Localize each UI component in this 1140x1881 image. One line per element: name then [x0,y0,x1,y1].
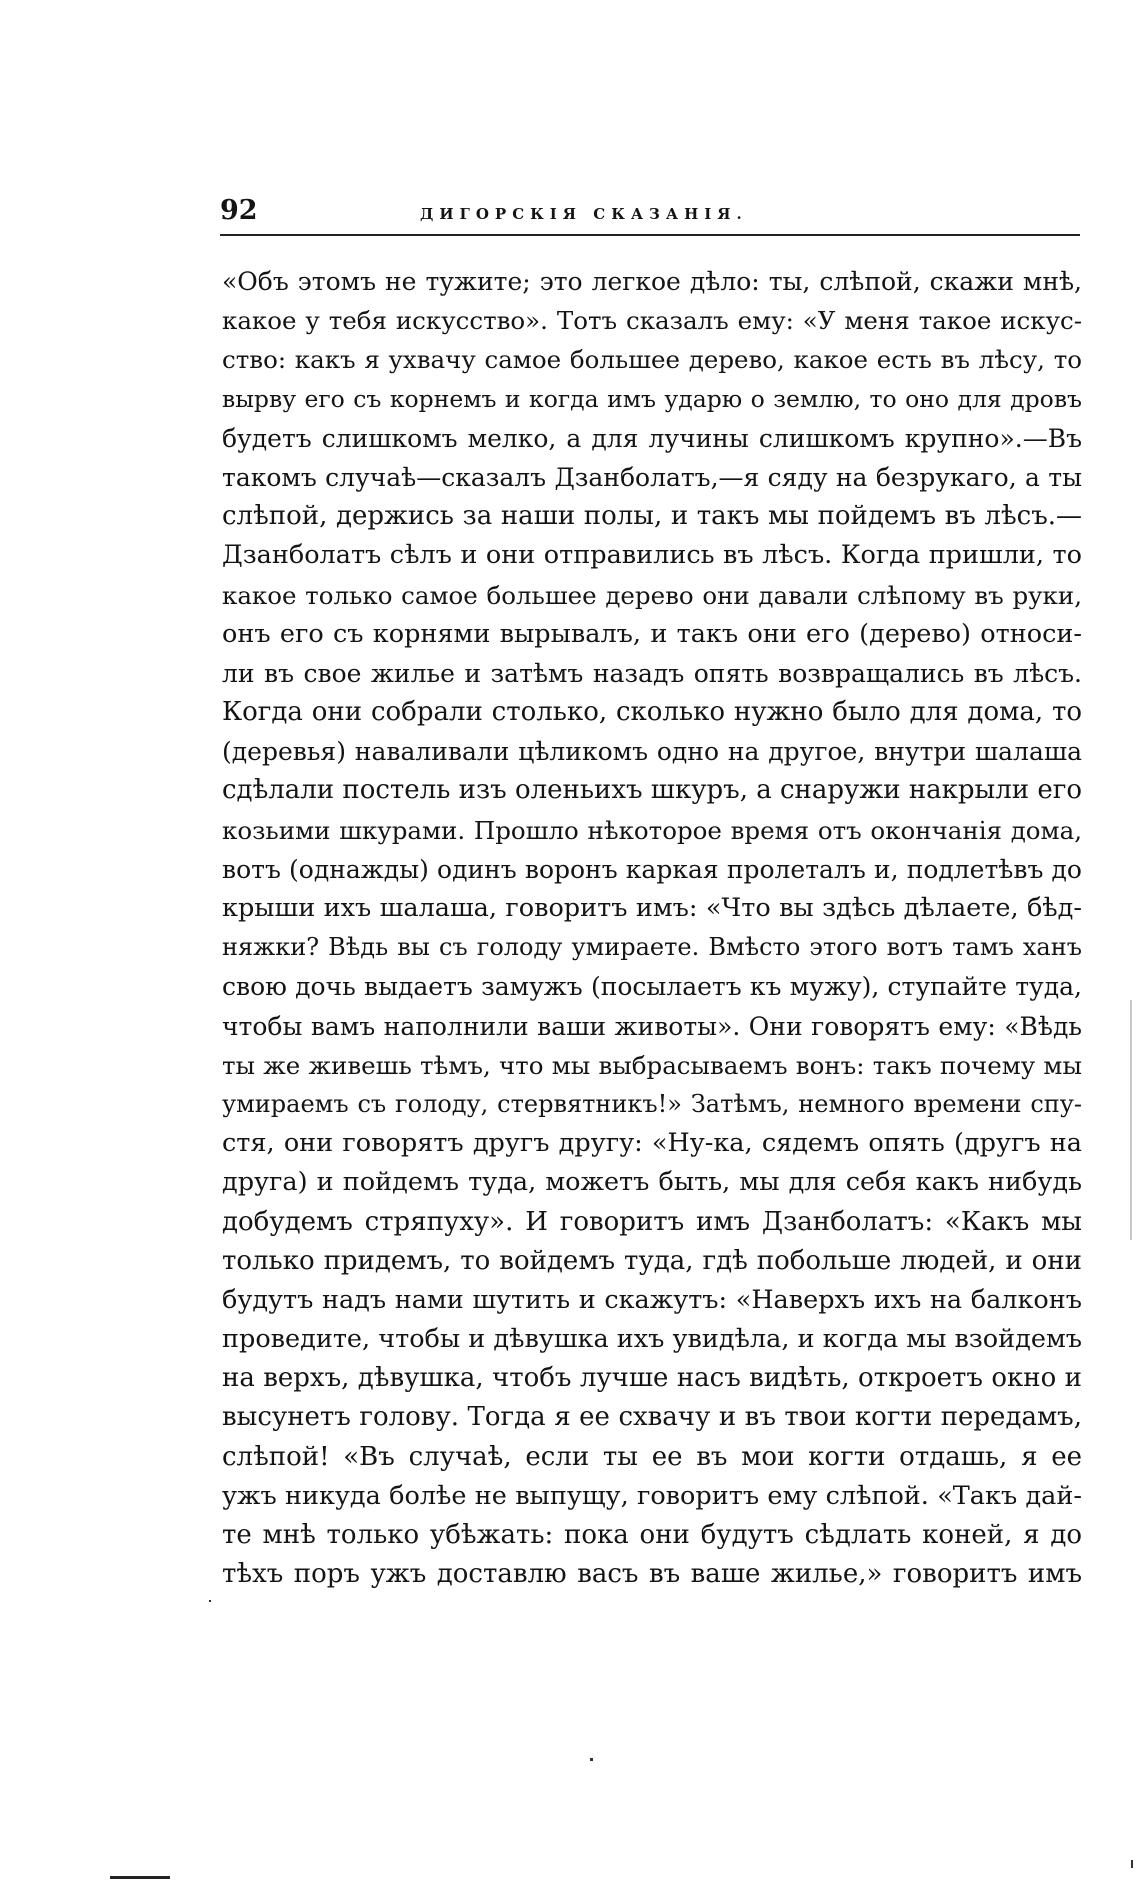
text-line: высунетъ голову. Тогда я ее схвачу и въ твои когти передамъ, [222,1402,1082,1433]
text-line: козьими шкурами. Прошло нѣкоторое время отъ окончанія дома, [222,815,1082,845]
text-line: крыши ихъ шалаша, говоритъ имъ: «Что вы здѣсь дѣлаете, бѣд- [222,893,1082,923]
text-line: какое только самое большее дерево они давали слѣпому въ руки, [222,580,1082,610]
text-line: такомъ случаѣ—сказалъ Дзанболатъ,—я сяду на безрукаго, а ты [222,462,1082,492]
text-line: ли въ свое жилье и затѣмъ назадъ опять возвращались въ лѣсъ. [222,658,1082,688]
running-title: ДИГОРСКІЯ СКАЗАНІЯ. [420,205,748,223]
text-line: свою дочь выдаетъ замужъ (посылаетъ къ мужу), ступайте туда, [222,972,1082,1002]
text-line: вотъ (однажды) одинъ воронъ каркая пролеталъ и, подлетѣвъ до [222,854,1082,884]
text-line: сдѣлали постель изъ оленьихъ шкуръ, а снаружи накрыли его [222,775,1082,806]
scan-speck [1131,1860,1133,1868]
text-line: слѣпой, держись за наши полы, и такъ мы пойдемъ въ лѣсъ.— [222,501,1082,532]
text-line: те мнѣ только убѣжать: пока они будутъ сѣдлать коней, я до [222,1520,1082,1550]
text-line: добудемъ стряпуху». И говоритъ имъ Дзанболатъ: «Какъ мы [222,1206,1082,1237]
text-line: ужъ никуда болѣе не выпущу, говоритъ ему слѣпой. «Такъ дай- [222,1480,1082,1511]
text-line: только придемъ, то войдемъ туда, гдѣ побольше людей, и они [222,1245,1082,1276]
text-line: умираемъ съ голоду, стервятникъ!» Затѣмъ, немного времени спу- [222,1089,1082,1118]
scan-speck [209,1600,211,1602]
text-line: будетъ слишкомъ мелко, а для лучины слишкомъ крупно».—Въ [222,423,1082,453]
text-line: стя, они говорятъ другъ другу: «Ну-ка, сядемъ опять (другъ на [222,1128,1082,1159]
text-line: «Объ этомъ не тужите; это легкое дѣло: ты, слѣпой, скажи мнѣ, [222,267,1082,296]
text-line: ты же живешь тѣмъ, что мы выбрасываемъ вонъ: такъ почему мы [222,1050,1082,1080]
text-line: слѣпой! «Въ случаѣ, если ты ее въ мои когти отдашь, я ее [222,1441,1082,1472]
text-line: чтобы вамъ наполнили ваши животы». Они говорятъ ему: «Вѣдь [222,1011,1082,1041]
text-line: будутъ надъ нами шутить и скажутъ: «Наверхъ ихъ на балконъ [222,1284,1082,1315]
margin-mark [110,1876,170,1879]
text-line: друга) и пойдемъ туда, можетъ быть, мы для себя какъ нибудь [222,1167,1082,1198]
page-number: 92 [220,195,258,226]
text-line: Когда они собрали столько, сколько нужно было для дома, то [222,697,1082,728]
text-line: онъ его съ корнями вырывалъ, и такъ они его (дерево) относи- [222,618,1082,649]
page-header [220,194,1080,234]
text-line: какое у тебя искусство». Тотъ сказалъ ему: «У меня такое искус- [222,306,1082,336]
text-line: ство: какъ я ухвачу самое большее дерево, какое есть въ лѣсу, то [222,345,1082,375]
text-line: Дзанболатъ сѣлъ и они отправились въ лѣсъ. Когда пришли, то [222,540,1082,571]
text-line: вырву его съ корнемъ и когда имъ ударю о землю, то оно для дровъ [222,384,1082,413]
scan-speck [590,1758,593,1761]
margin-mark [1130,1000,1132,1240]
text-line: няжки? Вѣдь вы съ голоду умираете. Вмѣсто этого вотъ тамъ ханъ [222,933,1082,962]
header-rule [220,234,1080,236]
text-line: проведите, чтобы и дѣвушка ихъ увидѣла, и когда мы взойдемъ [222,1324,1082,1355]
body-text [222,262,1082,1594]
text-line: тѣхъ поръ ужъ доставлю васъ въ ваше жилье,» говоритъ имъ [222,1559,1082,1590]
text-line: на верхъ, дѣвушка, чтобъ лучше насъ видѣть, откроетъ окно и [222,1363,1082,1394]
text-line: (деревья) наваливали цѣликомъ одно на другое, внутри шалаша [222,737,1082,767]
